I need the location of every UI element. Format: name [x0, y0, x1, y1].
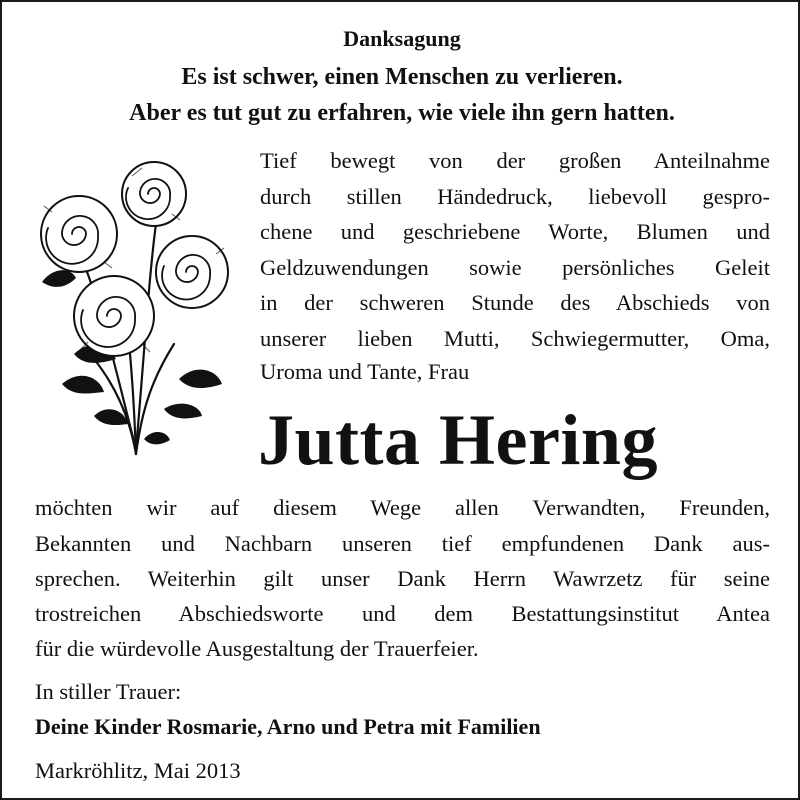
- body-line: möchten wir auf diesem Wege allen Verwandten, Freunden,: [35, 495, 770, 520]
- place-date: Markröhlitz, Mai 2013: [35, 758, 241, 783]
- intro-line: in der schweren Stunde des Abschieds von: [260, 290, 770, 315]
- body-line: sprechen. Weiterhin gilt unser Dank Herrn Wawrzetz für seine: [35, 566, 770, 591]
- family-signature: Deine Kinder Rosmarie, Arno und Petra mit Familien: [35, 714, 541, 739]
- intro-line: Tief bewegt von der großen Anteilnahme: [260, 148, 770, 173]
- body-line: Bekannten und Nachbarn unseren tief empfundenen Dank aus-: [35, 531, 770, 556]
- body-line: trostreichen Abschiedsworte und dem Bestattungsinstitut Antea: [35, 601, 770, 626]
- body-line: für die würdevolle Ausgestaltung der Trauerfeier.: [35, 636, 479, 661]
- motto-line-1: Es ist schwer, einen Menschen zu verlieren.: [181, 64, 623, 90]
- rose-bouquet-icon: [24, 154, 234, 462]
- intro-line: unserer lieben Mutti, Schwiegermutter, Oma,: [260, 326, 770, 351]
- mourning-line: In stiller Trauer:: [35, 679, 182, 704]
- notice-heading: Danksagung: [343, 26, 461, 51]
- intro-line: Uroma und Tante, Frau: [260, 359, 470, 384]
- intro-line: durch stillen Händedruck, liebevoll gespro-: [260, 184, 770, 209]
- motto-line-2: Aber es tut gut zu erfahren, wie viele ihn gern hatten.: [129, 100, 675, 126]
- deceased-name: Jutta Hering: [258, 400, 658, 480]
- intro-line: chene und geschriebene Worte, Blumen und: [260, 219, 770, 244]
- intro-line: Geldzuwendungen sowie persönliches Geleit: [260, 255, 770, 280]
